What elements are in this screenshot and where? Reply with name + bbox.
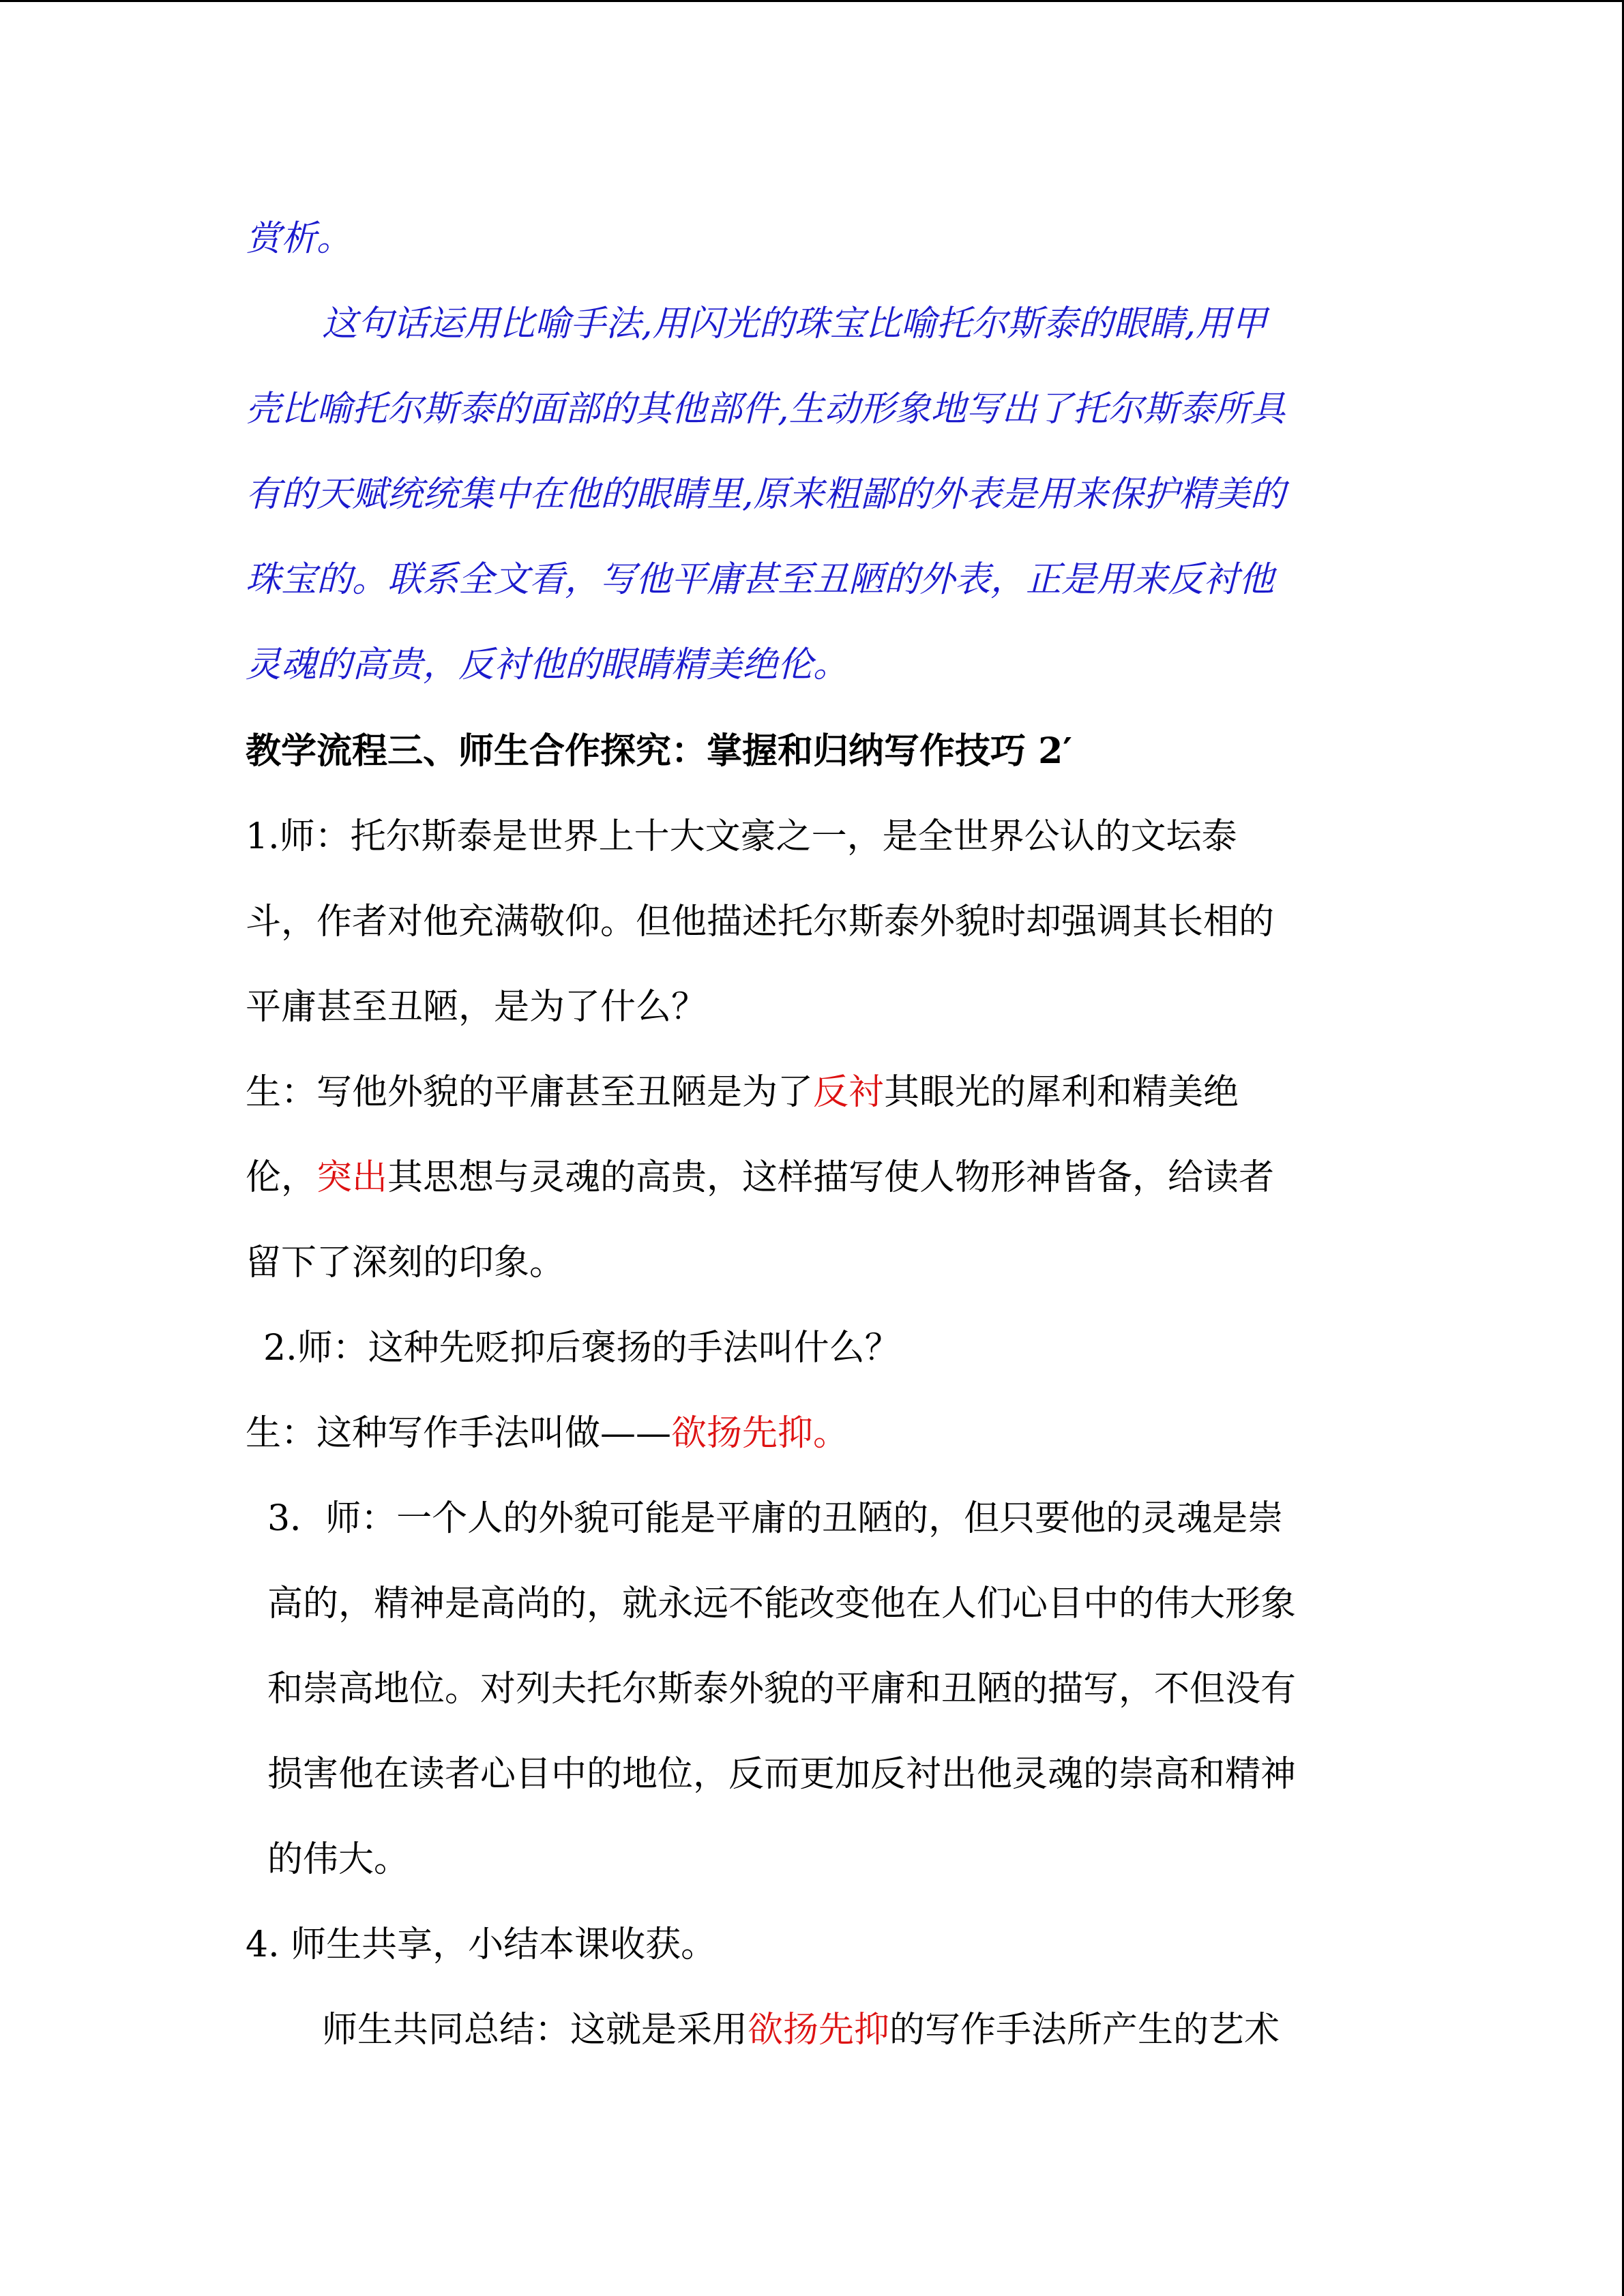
summary-line [322,2008,1280,2052]
analysis-line-4: 珠宝的。联系全文看，写他平庸甚至丑陋的外表，正是用来反衬他 [246,559,1275,600]
analysis-line-1: 这句话运用比喻手法,用闪光的珠宝比喻托尔斯泰的眼睛,用甲 [322,303,1267,344]
top-border-line [0,0,1624,2]
a2-text: 生：这种写作手法叫做—— [246,1413,672,1454]
a1-line-1-text-a: 生：写他外貌的平庸甚至丑陋是为了 [246,1072,814,1113]
summary-text-b: 的写作手法所产生的艺术 [889,2010,1280,2051]
section-heading: 教学流程三、师生合作探究：掌握和归纳写作技巧 2′ [246,730,1072,772]
a1-line-2 [246,1156,1274,1199]
q3-line-2: 高的，精神是高尚的，就永远不能改变他在人们心目中的伟大形象 [267,1583,1297,1624]
a1-line-2-text-a: 伦， [246,1157,317,1198]
a1-line-1 [246,1071,1239,1114]
q4-line: 4. 师生共享，小结本课收获。 [246,1924,717,1965]
analysis-line-2: 壳比喻托尔斯泰的面部的其他部件,生动形象地写出了托尔斯泰所具 [246,389,1286,430]
q2-line: 2.师：这种先贬抑后褒扬的手法叫什么？ [263,1328,900,1369]
analysis-line-3: 有的天赋统统集中在他的眼睛里,原来粗鄙的外表是用来保护精美的 [246,474,1286,515]
q1-line-1: 1.师：托尔斯泰是世界上十大文豪之一，是全世界公认的文坛泰 [246,816,1237,857]
q1-line-3: 平庸甚至丑陋，是为了什么？ [246,987,707,1028]
a1-highlight-tuchu: 突出 [316,1157,388,1198]
summary-highlight-yuyangxianyi: 欲扬先抑 [748,2010,890,2051]
q3-line-3: 和崇高地位。对列夫托尔斯泰外貌的平庸和丑陋的描写，不但没有 [267,1669,1297,1710]
q3-line-4: 损害他在读者心目中的地位，反而更加反衬出他灵魂的崇高和精神 [267,1754,1297,1795]
q3-line-1: 3．师：一个人的外貌可能是平庸的丑陋的，但只要他的灵魂是崇 [267,1498,1284,1539]
q1-line-2: 斗，作者对他充满敬仰。但他描述托尔斯泰外貌时却强调其长相的 [246,901,1275,942]
analysis-label: 赏析。 [246,218,353,259]
summary-text-a: 师生共同总结：这就是采用 [322,2010,748,2051]
a2-line [246,1412,848,1455]
analysis-line-5: 灵魂的高贵，反衬他的眼睛精美绝伦。 [246,644,849,685]
a1-highlight-fanchen: 反衬 [813,1072,885,1113]
a1-line-1-text-b: 其眼光的犀利和精美绝 [884,1072,1239,1113]
a1-line-2-text-b: 其思想与灵魂的高贵，这样描写使人物形神皆备，给读者 [387,1157,1275,1198]
q3-line-5: 的伟大。 [267,1839,410,1880]
a2-highlight-yuyangxianyi: 欲扬先抑。 [671,1413,849,1454]
a1-line-3: 留下了深刻的印象。 [246,1242,565,1283]
